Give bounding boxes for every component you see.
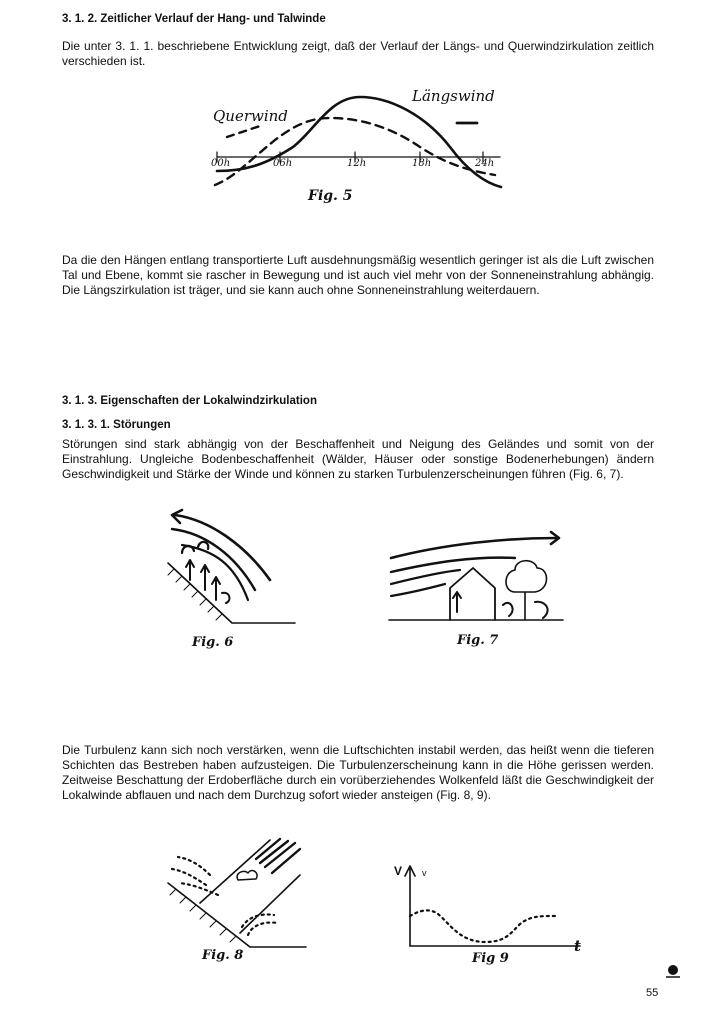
small-axis-mark: v	[422, 868, 427, 878]
querwind-label: Querwind	[213, 107, 288, 125]
slope-ground	[168, 563, 295, 623]
tick-12h: 12h	[347, 158, 367, 169]
figure-5-caption: Fig. 5	[308, 188, 353, 204]
publisher-emblem-icon	[664, 963, 682, 979]
y-axis-label: V	[394, 864, 403, 878]
speed-curve	[410, 910, 555, 942]
subsection-heading-stoerungen: 3. 1. 3. 1. Störungen	[62, 419, 171, 431]
figure-6-caption: Fig. 6	[192, 635, 234, 650]
tick-00h: 00h	[211, 158, 231, 169]
y-axis	[405, 866, 415, 946]
figure-7-caption: Fig. 7	[457, 633, 499, 648]
page-number: 55	[646, 987, 659, 999]
figure-8-caption: Fig. 8	[202, 948, 244, 963]
section-heading-3-1-2: 3. 1. 2. Zeitlicher Verlauf der Hang- und Talwinde	[62, 13, 326, 25]
paragraph-laengszirkulation: Da die den Hängen entlang transportierte Luft ausdehnungsmäßig wesentlich geringer ist als die Luft zwischen Tal und Ebene, kommt sie rascher in Bewegung und ist auch viel mehr von der Sonneneinstrahlung abhängig. Die Längszirkulation ist träger, und sie kann auch ohne Sonneneinstrahlung weiterdauern.	[62, 253, 654, 297]
laengswind-label: Längswind	[412, 87, 495, 105]
figure-9	[390, 858, 590, 970]
figure-9-caption: Fig 9	[472, 951, 509, 966]
tick-18h: 18h	[412, 158, 432, 169]
x-axis-label: t	[574, 937, 581, 955]
figure-6	[160, 505, 305, 655]
paragraph-intro: Die unter 3. 1. 1. beschriebene Entwicklung zeigt, daß der Verlauf der Längs- und Querwindzirkulation zeitlich verschieden ist.	[62, 39, 654, 68]
paragraph-turbulenz: Die Turbulenz kann sich noch verstärken, wenn die Luftschichten instabil werden, das heißt wenn die tieferen Schichten das Bestreben haben aufzusteigen. Die Turbulenzerscheinung kann in die Höhe gerissen werden. Zeitweise Beschattung der Erdoberfläche durch ein vorüberziehendes Wolkenfeld läßt die Geschwindigkeit der Lokalwinde abflauen und nach dem Durchzug sofort wieder ansteigen (Fig. 8, 9).	[62, 743, 654, 802]
section-heading-3-1-3: 3. 1. 3. Eigenschaften der Lokalwindzirkulation	[62, 395, 317, 407]
cloud	[237, 871, 257, 880]
slope-ground	[168, 883, 306, 947]
tick-06h: 06h	[273, 158, 293, 169]
figure-8	[160, 835, 310, 970]
figure-5	[205, 85, 510, 210]
figure-6-drawing	[160, 505, 305, 655]
paragraph-stoerungen: Störungen sind stark abhängig von der Beschaffenheit und Neigung des Geländes und somit von der Einstrahlung. Ungleiche Bodenbeschaffenheit (Wälder, Häuser oder sonstige Bodenerhebungen) ändern Geschwindigkeit und Stärke der Winde und können zu starken Turbulenzerscheinungen führen (Fig. 6, 7).	[62, 437, 654, 481]
figure-7	[385, 520, 565, 655]
tick-24h: 24h	[475, 158, 495, 169]
